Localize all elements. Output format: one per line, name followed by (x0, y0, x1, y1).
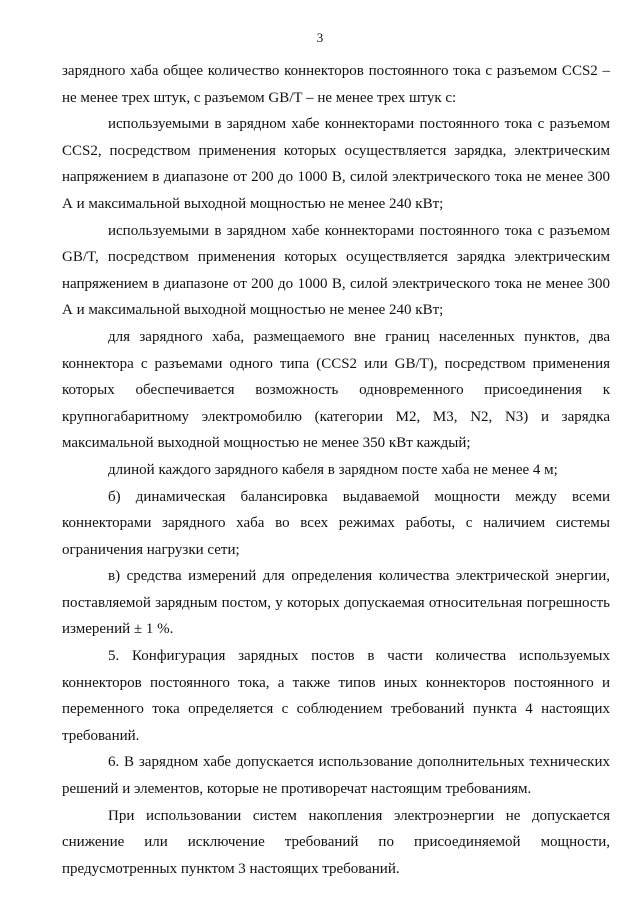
paragraph: 5. Конфигурация зарядных постов в части количества используемых коннекторов постоянного тока, а также типов иных коннекторов постоянного и переменного тока определяется с соблюдением требований пункта 4 настоящих требований. (62, 648, 610, 744)
paragraph: 6. В зарядном хабе допускается использование дополнительных технических решений и элементов, которые не противоречат настоящим требованиям. (62, 754, 610, 798)
paragraph: зарядного хаба общее количество коннекторов постоянного тока с разъемом CCS2 – не менее трех штук, с разъемом GB/T – не менее трех штук с: (62, 63, 610, 106)
paragraph: длиной каждого зарядного кабеля в зарядном посте хаба не менее 4 м; (108, 461, 558, 478)
paragraph: При использовании систем накопления электроэнергии не допускается снижение или исключение требований по присоединяемой мощности, предусмотренных пунктом 3 настоящих требований. (62, 807, 610, 877)
document-body (62, 58, 610, 882)
paragraph: для зарядного хаба, размещаемого вне границ населенных пунктов, два коннектора с разъемами одного типа (CCS2 или GB/T), посредством применения которых обеспечивается возможность одновременного присоединения к крупногабаритному электромобилю (категории M2, M3, N2, N3) и зарядка максимальной выходной мощностью не менее 350 кВт каждый; (62, 328, 610, 452)
paragraph: используемыми в зарядном хабе коннекторами постоянного тока с разъемом CCS2, посредством применения которых осуществляется зарядка, электрическим напряжением в диапазоне от 200 до 1000 В, силой электрического тока не менее 300 А и максимальной выходной мощностью не менее 240 кВт; (62, 116, 610, 212)
paragraph: б) динамическая балансировка выдаваемой мощности между всеми коннекторами зарядного хаба во всех режимах работы, с наличием системы ограничения нагрузки сети; (62, 488, 610, 558)
page-number: 3 (316, 30, 324, 45)
paragraph: используемыми в зарядном хабе коннекторами постоянного тока с разъемом GB/T, посредством применения которых осуществляется зарядка электрическим напряжением в диапазоне от 200 до 1000 В, силой электрического тока не менее 300 А и максимальной выходной мощностью не менее 240 кВт; (62, 222, 610, 319)
paragraph: в) средства измерений для определения количества электрической энергии, поставляемой зарядным постом, у которых допускаемая относительная погрешность измерений ± 1 %. (62, 568, 610, 638)
